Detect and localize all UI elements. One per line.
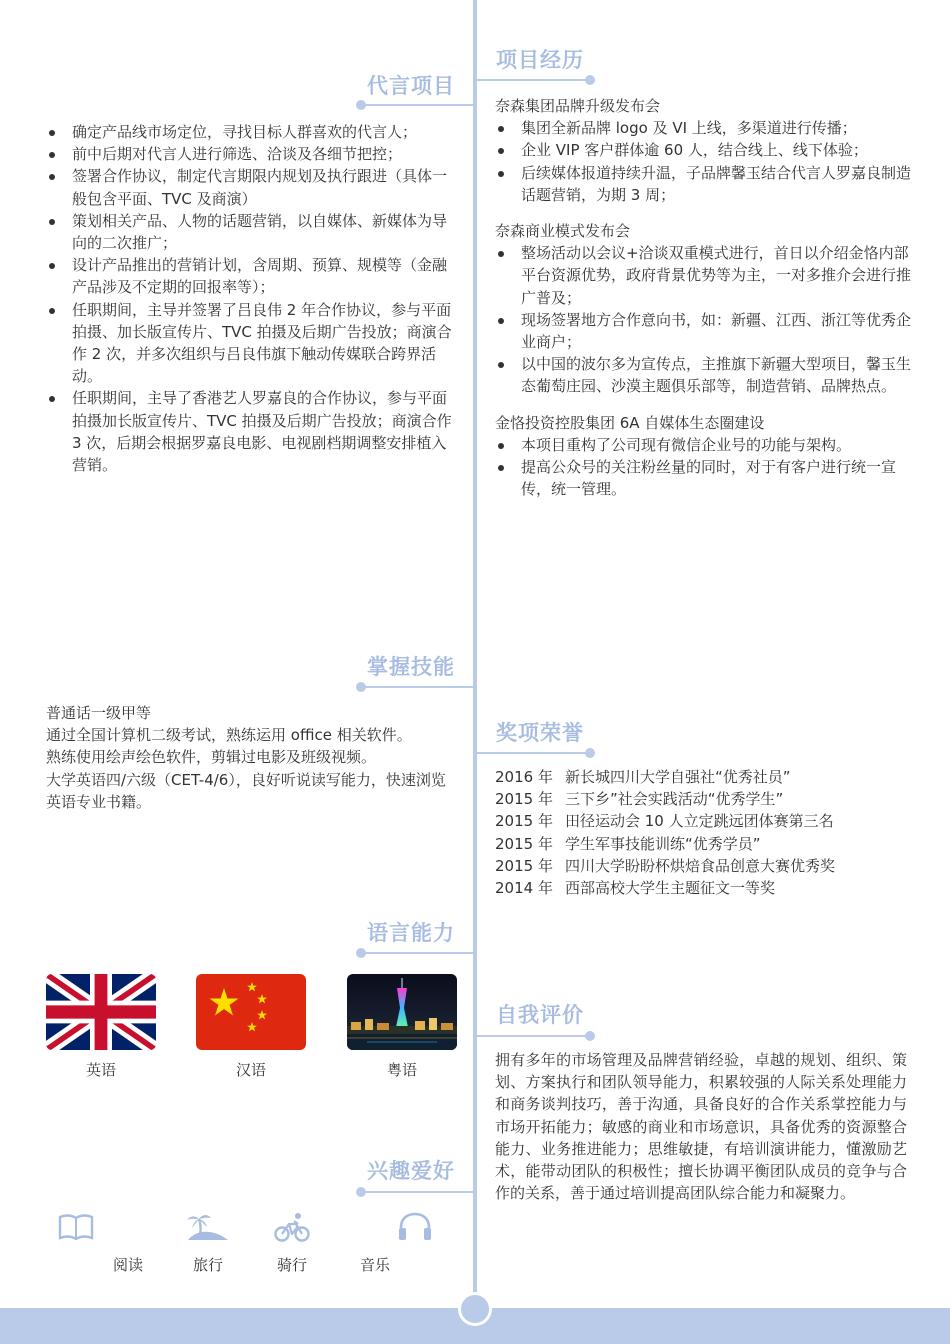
skill-line: 熟练使用绘声绘色软件，剪辑过电影及班级视频。 — [46, 748, 377, 767]
language-label: 粤语 — [386, 1061, 417, 1079]
skill-line: 大学英语四/六级（CET-4/6），良好听说读写能力，快速浏览英语专业书籍。 — [46, 770, 446, 811]
project-bullet: 企业 VIP 客户群体逾 60 人，结合线上、线下体验； — [495, 139, 913, 161]
language-cantonese — [347, 974, 457, 1080]
cycling-icon — [274, 1212, 310, 1242]
connector-dot — [356, 1187, 366, 1197]
uk-flag-icon — [46, 974, 156, 1050]
section-title-hobbies: 兴趣爱好 — [367, 1159, 455, 1183]
timeline-end-dot — [458, 1292, 492, 1326]
connector-skills — [361, 686, 473, 688]
awards-list — [495, 766, 913, 899]
award-row — [495, 855, 913, 877]
project-bullet: 现场签署地方合作意向书，如：新疆、江西、浙江等优秀企业商户； — [495, 309, 913, 353]
self-eval-text: 拥有多年的市场管理及品牌营销经验，卓越的规划、组织、策划、方案执行和团队领导能力，积累较强的人际关系处理能力和商务谈判技巧，善于沟通，具备良好的合作关系掌控能力与市场开拓能力；敏感的商业和市场意识，具备优秀的资源整合能力、业务推进能力；思维敏捷，有培训演讲能力，懂激励艺术，能带动团队的积极性；擅长协调平衡团队成员的竞争与合作的关系，善于通过培训提高团队综合能力和凝聚力。 — [495, 1051, 907, 1203]
project-entry — [495, 412, 913, 501]
connector-awards — [477, 752, 590, 754]
connector-languages — [361, 952, 473, 954]
language-label: 英语 — [85, 1061, 116, 1079]
project-bullet: 后续媒体报道持续升温，子品牌馨玉结合代言人罗嘉良制造话题营销，为期 3 周； — [495, 162, 913, 206]
hobby-label: 阅读 — [112, 1256, 143, 1274]
award-row — [495, 766, 913, 788]
skill-line: 普通话一级甲等 — [46, 704, 152, 722]
project-title: 奈森商业模式发布会 — [495, 222, 631, 241]
project-bullet: 整场活动以会议+洽谈双重模式进行，首日以介绍金恪内部平台资源优势，政府背景优势等为主，一对多推介会进行推广普及； — [495, 242, 913, 309]
section-title-projects: 项目经历 — [496, 48, 584, 72]
connector-dot — [585, 748, 595, 758]
award-row — [495, 833, 913, 855]
hobby-reading — [46, 1212, 143, 1275]
award-text: 西部高校大学生主题征文一等奖 — [565, 879, 776, 898]
project-entry — [495, 220, 913, 398]
endorsement-item: 签署合作协议，制定代言期限内规划及执行跟进（具体一般包含平面、TVC 及商演） — [46, 165, 458, 209]
connector-dot — [585, 1031, 595, 1041]
award-row — [495, 810, 913, 832]
section-title-endorsement: 代言项目 — [367, 74, 455, 98]
award-year: 2014 年 — [495, 879, 553, 898]
connector-dot — [356, 100, 366, 110]
hobby-travel — [178, 1212, 238, 1275]
endorsement-item: 设计产品推出的营销计划，含周期、预算、规模等（金融产品涉及不定期的回报率等）； — [46, 254, 458, 298]
hobby-cycling — [262, 1212, 322, 1275]
hobby-music — [345, 1212, 405, 1275]
connector-endorsement — [361, 104, 473, 106]
china-flag-icon — [196, 974, 306, 1050]
connector-dot — [356, 948, 366, 958]
section-title-awards: 奖项荣誉 — [496, 721, 584, 745]
hobby-label: 音乐 — [359, 1256, 390, 1274]
projects-list — [495, 95, 913, 514]
connector-self-eval — [477, 1035, 590, 1037]
timeline-line — [473, 0, 477, 1310]
section-title-self-eval: 自我评价 — [496, 1003, 584, 1027]
language-label: 汉语 — [235, 1061, 266, 1079]
award-year: 2015 年 — [495, 834, 553, 853]
award-year: 2015 年 — [495, 856, 553, 875]
award-text: 四川大学盼盼杯烘焙食品创意大赛优秀奖 — [565, 856, 836, 875]
award-text: 新长城四川大学自强社“优秀社员” — [565, 768, 791, 786]
book-icon — [58, 1212, 94, 1242]
project-title: 金恪投资控股集团 6A 自媒体生态圈建设 — [495, 413, 765, 432]
endorsement-item: 确定产品线市场定位，寻找目标人群喜欢的代言人； — [46, 121, 458, 143]
award-text: 学生军事技能训练“优秀学员” — [565, 834, 761, 853]
award-row — [495, 788, 913, 810]
project-title: 奈森集团品牌升级发布会 — [495, 97, 661, 115]
connector-projects — [477, 79, 590, 81]
endorsement-item: 任职期间，主导了香港艺人罗嘉良的合作协议，参与平面拍摄加长版宣传片、TVC 拍摄及后期广告投放；商演合作 3 次，后期会根据罗嘉良电影、电视剧档期调整安排植入营销。 — [46, 387, 458, 476]
language-chinese — [196, 974, 306, 1080]
endorsement-item: 策划相关产品、人物的话题营销，以自媒体、新媒体为导向的二次推广； — [46, 210, 458, 254]
palm-tree-icon — [186, 1212, 230, 1242]
headphones-icon — [397, 1212, 433, 1242]
award-year: 2016 年 — [495, 768, 553, 786]
section-title-skills: 掌握技能 — [367, 655, 455, 679]
language-english — [46, 974, 156, 1080]
project-bullet: 以中国的波尔多为宣传点，主推旗下新疆大型项目，馨玉生态葡萄庄园、沙漠主题俱乐部等，制造营销、品牌热点。 — [495, 353, 913, 397]
endorsement-item: 任职期间，主导并签署了吕良伟 2 年合作协议，参与平面拍摄、加长版宣传片、TVC 拍摄及后期广告投放；商演合作 2 次，并多次组织与吕良伟旗下触动传媒联合跨界活动。 — [46, 299, 458, 388]
connector-dot — [585, 75, 595, 85]
hobby-label: 旅行 — [192, 1256, 223, 1274]
canton-tower-icon — [347, 974, 457, 1050]
section-title-languages: 语言能力 — [367, 921, 455, 945]
award-year: 2015 年 — [495, 790, 553, 809]
award-text: 田径运动会 10 人立定跳远团体赛第三名 — [565, 812, 834, 831]
hobby-label: 骑行 — [276, 1256, 307, 1274]
project-entry — [495, 95, 913, 206]
award-year: 2015 年 — [495, 812, 553, 831]
connector-dot — [356, 682, 366, 692]
skill-line: 通过全国计算机二级考试，熟练运用 office 相关软件。 — [46, 726, 412, 745]
endorsement-list — [46, 121, 458, 476]
project-bullet: 集团全新品牌 logo 及 VI 上线，多渠道进行传播； — [495, 117, 913, 139]
project-bullet: 本项目重构了公司现有微信企业号的功能与架构。 — [495, 434, 913, 456]
endorsement-item: 前中后期对代言人进行筛选、洽谈及各细节把控； — [46, 143, 458, 165]
award-row — [495, 877, 913, 899]
skills-list — [46, 702, 458, 813]
project-bullet: 提高公众号的关注粉丝量的同时，对于有客户进行统一宣传，统一管理。 — [495, 456, 913, 500]
connector-hobbies — [361, 1191, 473, 1193]
award-text: 三下乡”社会实践活动“优秀学生” — [565, 790, 784, 809]
